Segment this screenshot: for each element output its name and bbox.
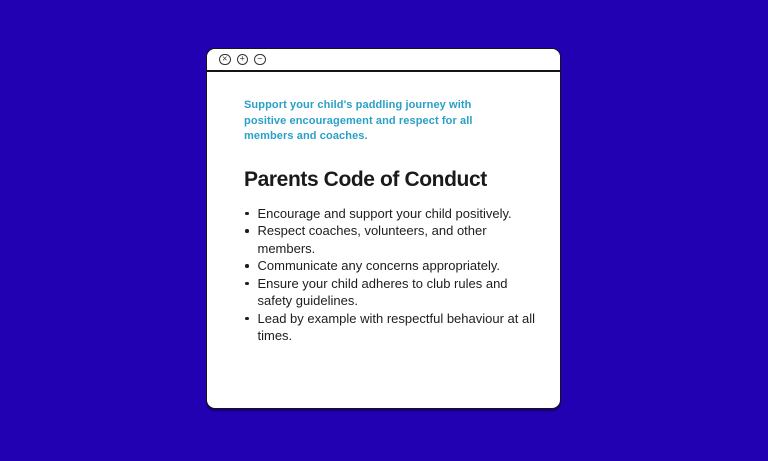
window-content xyxy=(207,72,560,345)
list-item-text: Respect coaches, volunteers, and other members. xyxy=(257,223,487,256)
list-item-text: Ensure your child adheres to club rules and safety guidelines. xyxy=(257,275,508,308)
minimize-button[interactable] xyxy=(254,54,266,66)
conduct-list xyxy=(244,205,538,345)
bullet-icon xyxy=(245,317,249,321)
list-item-text: Encourage and support your child positively. xyxy=(257,205,512,221)
intro-line: positive encouragement and respect for all xyxy=(244,114,473,127)
list-item xyxy=(244,275,538,310)
list-item xyxy=(244,205,538,223)
intro-line: Support your child's paddling journey with xyxy=(244,99,472,111)
window xyxy=(206,48,561,409)
list-item-text: Lead by example with respectful behaviour at all times. xyxy=(257,310,535,343)
maximize-button[interactable] xyxy=(237,54,249,66)
page-title: Parents Code of Conduct xyxy=(244,167,487,191)
close-button[interactable] xyxy=(219,54,231,66)
plus-icon: + xyxy=(239,53,245,64)
intro-paragraph xyxy=(244,98,530,145)
bullet-icon xyxy=(245,229,249,233)
list-item xyxy=(244,222,538,257)
close-icon: × xyxy=(222,53,228,64)
list-item xyxy=(244,257,538,275)
bullet-icon xyxy=(245,264,249,268)
intro-line: members and coaches. xyxy=(244,130,368,142)
window-titlebar[interactable] xyxy=(207,49,560,72)
bullet-icon xyxy=(245,212,249,216)
list-item-text: Communicate any concerns appropriately. xyxy=(257,258,501,273)
list-item xyxy=(244,310,538,345)
bullet-icon xyxy=(245,282,249,286)
minus-icon: − xyxy=(257,53,263,64)
